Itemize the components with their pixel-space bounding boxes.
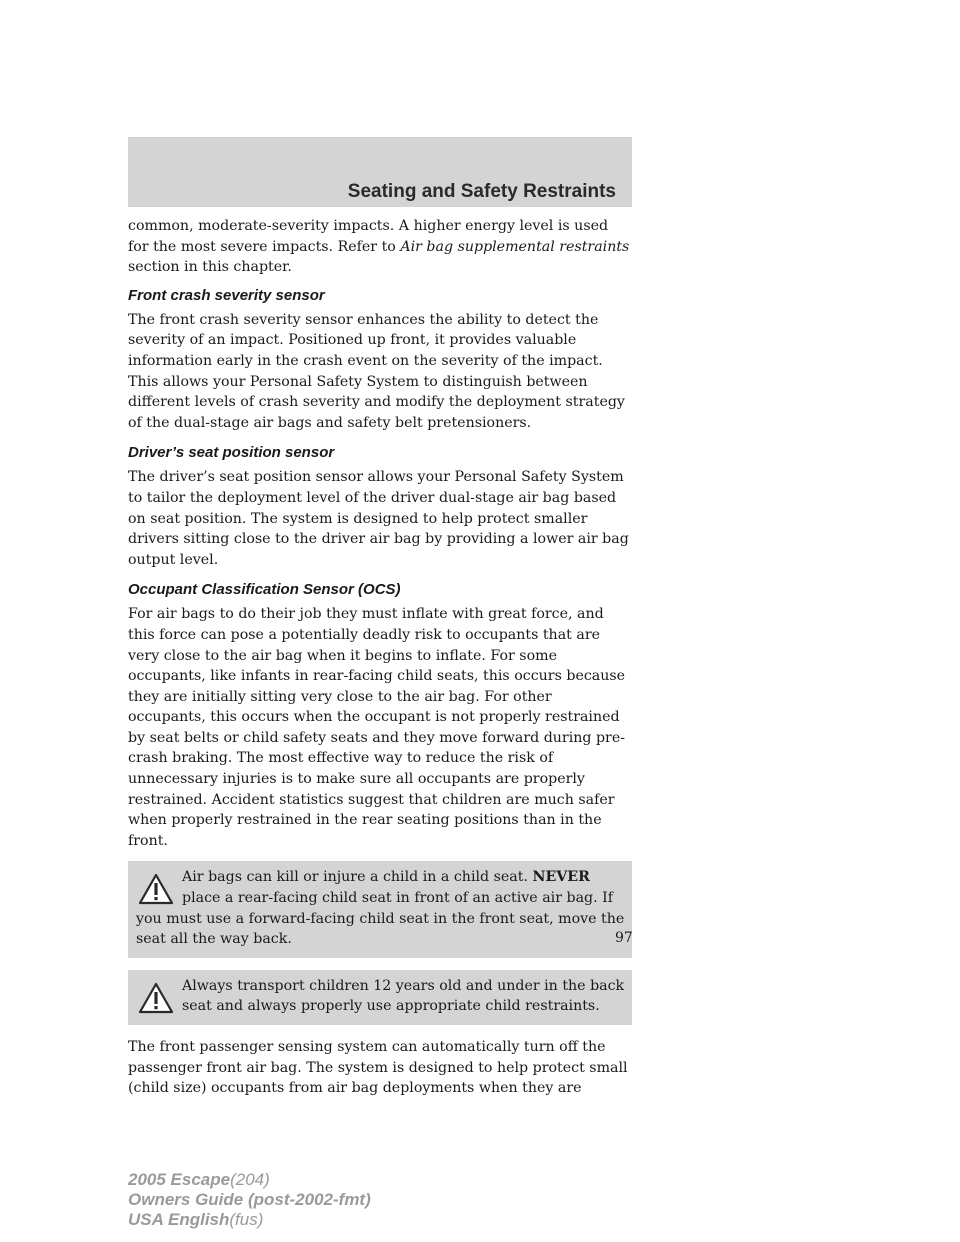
document-footer [128, 1170, 371, 1230]
footer-line-language: USA English(fus) [128, 1210, 264, 1229]
warning-text-back-seat: Always transport children 12 years old and under in the back seat and always properly use appropriate child restraints. [182, 977, 625, 1015]
footer-line-model: 2005 Escape(204) [128, 1170, 270, 1189]
warning-triangle-icon [138, 873, 174, 905]
page-content [128, 216, 632, 1109]
intro-paragraph: common, moderate-severity impacts. A higher energy level is used for the most severe impacts. Refer to Air bag supplemental restraints section in this chapter. [128, 218, 630, 276]
section-heading-seat-position: Driver’s seat position sensor [128, 444, 335, 462]
page-number: 97 [615, 930, 633, 946]
never-emphasis: NEVER [532, 869, 590, 886]
warning-box-back-seat [128, 970, 632, 1025]
warning-text-child-seat: Air bags can kill or injure a child in a child seat. NEVER place a rear-facing child seat in front of an active air bag. If you must use a forward-facing child seat in the front seat, move the seat all the way back. [136, 869, 625, 948]
chapter-title: Seating and Safety Restraints [347, 181, 616, 202]
cross-reference: Air bag supplemental restraints [400, 238, 630, 255]
warning-triangle-icon [138, 982, 174, 1014]
section-heading-front-crash: Front crash severity sensor [128, 286, 325, 304]
chapter-header-band [128, 137, 632, 207]
footer-line-guide: Owners Guide (post-2002-fmt) [128, 1190, 371, 1209]
closing-paragraph: The front passenger sensing system can automatically turn off the passenger front air bag. The system is designed to help protect small (child size) occupants from air bag deployments when they are [128, 1039, 628, 1097]
section-heading-ocs: Occupant Classification Sensor (OCS) [128, 581, 401, 599]
section-text-front-crash: The front crash severity sensor enhances the ability to detect the severity of an impact. Positioned up front, it provides valuable information early in the crash event on the severity of the impact. This allows your Personal Safety System to distinguish between different levels of crash severity and modify the deployment strategy of the dual-stage air bags and safety belt pretensioners. [128, 311, 625, 431]
warning-box-child-seat [128, 861, 632, 957]
section-text-ocs: For air bags to do their job they must inflate with great force, and this force can pose a potentially deadly risk to occupants that are very close to the air bag when it begins to inflate. For some occupants, like infants in rear-facing child seats, this occurs because they are initially sitting very close to the air bag. For other occupants, this occurs when the occupant is not properly restrained by seat belts or child safety seats and they move forward during pre-crash braking. The most effective way to reduce the risk of unnecessary injuries is to make sure all occupants are properly restrained. Accident statistics suggest that children are much safer when properly restrained in the rear seating positions than in the front. [128, 606, 626, 849]
section-text-seat-position: The driver’s seat position sensor allows your Personal Safety System to tailor the deployment level of the driver dual-stage air bag based on seat position. The system is designed to help protect smaller drivers sitting close to the driver air bag by providing a lower air bag output level. [128, 469, 629, 568]
